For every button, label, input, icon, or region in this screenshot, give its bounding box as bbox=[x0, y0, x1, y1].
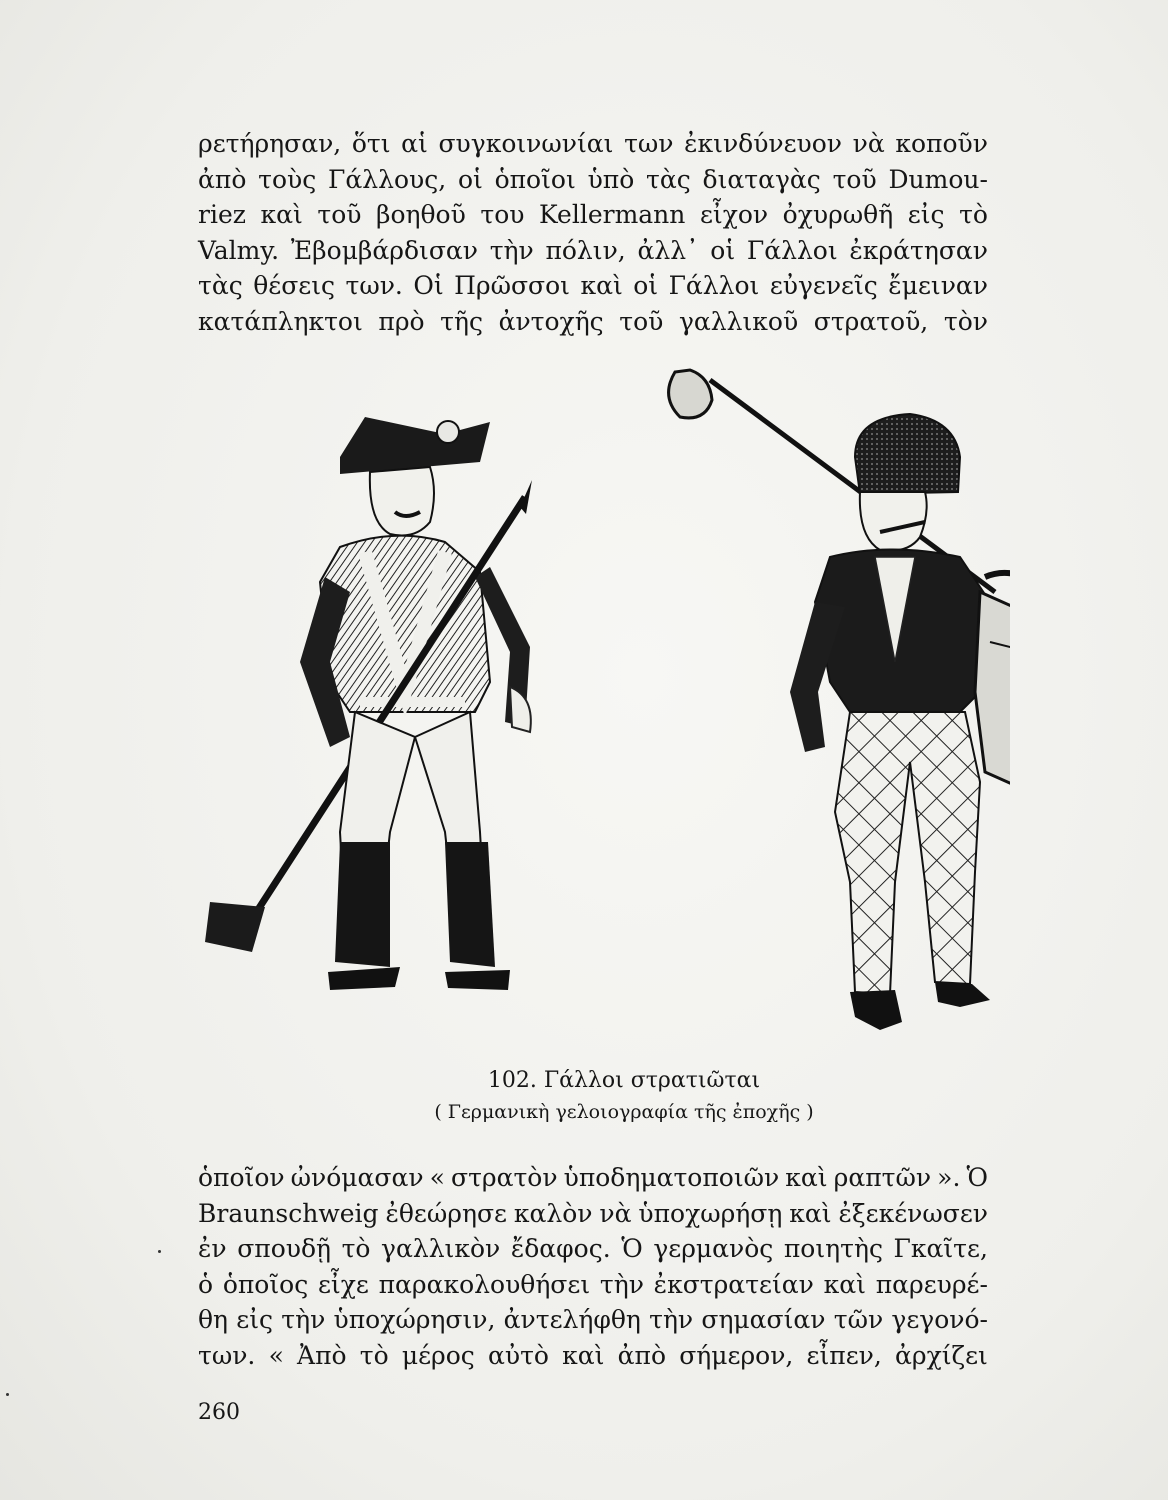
text-line: ἐν σπουδῇ τὸ γαλλικὸν ἔδαφος. Ὁ γερμανὸς ποιητὴς Γκαῖτε, bbox=[198, 1234, 988, 1264]
illustration-french-soldiers bbox=[190, 362, 1010, 1052]
text-line: κατάπληκτοι πρὸ τῆς ἀντοχῆς τοῦ γαλλικοῦ στρατοῦ, τὸν bbox=[198, 306, 988, 336]
figure-caption bbox=[40, 1068, 1168, 1093]
text-line: ὁποῖον ὠνόμασαν « στρατὸν ὑποδηματοποιῶν καὶ ραπτῶν ». Ὁ bbox=[198, 1163, 988, 1192]
figure-title: Γάλλοι στρατιῶται bbox=[543, 1068, 761, 1093]
page-number: 260 bbox=[198, 1400, 240, 1425]
text-line: riez καὶ τοῦ βοηθοῦ του Kellermann εἶχον ὀχυρωθῆ εἰς τὸ bbox=[198, 200, 988, 230]
print-speck bbox=[6, 1393, 9, 1396]
paragraph-top bbox=[198, 126, 988, 340]
text-line: των. « Ἀπὸ τὸ μέρος αὐτὸ καὶ ἀπὸ σήμερον, εἶπεν, ἀρχίζει bbox=[198, 1340, 988, 1370]
figure-number: 102. bbox=[487, 1068, 537, 1093]
text-line: ὁ ὁποῖος εἶχε παρακολουθήσει τὴν ἐκστρατείαν καὶ παρευρέ- bbox=[198, 1269, 988, 1299]
paragraph-bottom bbox=[198, 1160, 988, 1374]
text-line: Braunschweig ἐθεώρησε καλὸν νὰ ὑποχωρήσῃ καὶ ἐξεκένωσεν bbox=[198, 1198, 988, 1228]
text-line: ρετήρησαν, ὅτι αἱ συγκοινωνίαι των ἐκινδύνευον νὰ κοποῦν bbox=[198, 129, 988, 158]
text-line: ἀπὸ τοὺς Γάλλους, οἱ ὁποῖοι ὑπὸ τὰς διαταγὰς τοῦ Dumou- bbox=[198, 164, 988, 194]
left-soldier-figure bbox=[205, 417, 532, 990]
figure-subtitle: ( Γερμανικὴ γελοιογραφία τῆς ἐποχῆς ) bbox=[434, 1101, 814, 1123]
text-line: Valmy. Ἐβομβάρδισαν τὴν πόλιν, ἀλλ᾽ οἱ Γάλλοι ἐκράτησαν bbox=[198, 235, 988, 265]
text-line: θη εἰς τὴν ὑποχώρησιν, ἀντελήφθη τὴν σημασίαν τῶν γεγονό- bbox=[198, 1305, 988, 1335]
text-line: τὰς θέσεις των. Οἱ Πρῶσσοι καὶ οἱ Γάλλοι εὐγενεῖς ἔμειναν bbox=[198, 271, 988, 301]
right-soldier-figure bbox=[669, 370, 1010, 1030]
print-speck bbox=[158, 1250, 161, 1253]
